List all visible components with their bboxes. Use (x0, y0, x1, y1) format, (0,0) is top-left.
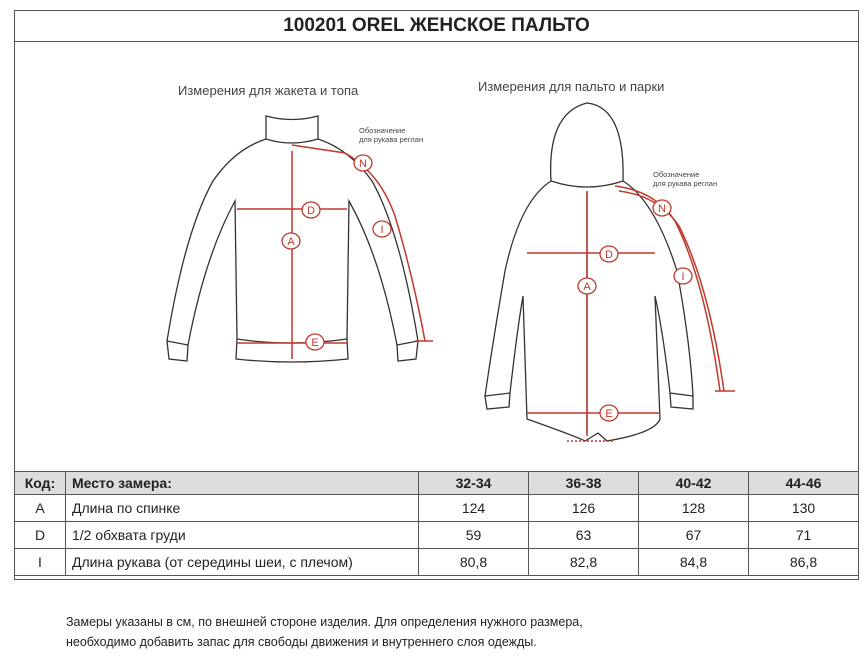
row-value: 80,8 (419, 549, 529, 576)
coat-raglan-note-line1: Обозначение (653, 170, 700, 179)
coat-label-a: A (583, 281, 591, 293)
row-value: 124 (419, 495, 529, 522)
row-value: 86,8 (749, 549, 859, 576)
coat-raglan-note-line2: для рукава реглан (653, 179, 718, 188)
jacket-label-i: I (380, 224, 384, 236)
row-value: 71 (749, 522, 859, 549)
row-code: A (15, 495, 66, 522)
row-code: D (15, 522, 66, 549)
coat-label-n: N (658, 203, 666, 215)
size-chart-frame (14, 10, 859, 580)
row-value: 82,8 (529, 549, 639, 576)
coat-outline (485, 103, 693, 441)
measurement-diagram (15, 41, 860, 471)
coat-label-d: D (605, 249, 613, 261)
row-code: I (15, 549, 66, 576)
jacket-label-a: A (287, 236, 295, 248)
size-table-header (15, 472, 859, 495)
header-place: Место замера: (66, 472, 419, 495)
table-row (15, 549, 859, 576)
right-diagram-caption: Измерения для пальто и парки (478, 79, 665, 94)
jacket-label-n: N (359, 158, 367, 170)
header-code: Код: (15, 472, 66, 495)
row-place: Длина по спинке (66, 495, 419, 522)
header-size-44-46: 44-46 (749, 472, 859, 495)
note-line-2: необходимо добавить запас для свободы движения и внутреннего слоя одежды. (66, 635, 537, 649)
row-place: 1/2 обхвата груди (66, 522, 419, 549)
row-value: 59 (419, 522, 529, 549)
garment-drawings (15, 41, 860, 471)
coat-label-i: I (681, 271, 685, 283)
row-value: 63 (529, 522, 639, 549)
measurement-note (66, 612, 583, 652)
row-value: 128 (639, 495, 749, 522)
jacket-raglan-note-line1: Обозначение (359, 126, 406, 135)
coat-label-e: E (605, 408, 613, 420)
row-value: 130 (749, 495, 859, 522)
size-table (14, 471, 859, 576)
jacket-measure-lines (237, 145, 433, 359)
chart-title: 100201 OREL ЖЕНСКОЕ ПАЛЬТО (15, 11, 858, 42)
header-size-32-34: 32-34 (419, 472, 529, 495)
row-value: 84,8 (639, 549, 749, 576)
note-line-1: Замеры указаны в см, по внешней стороне изделия. Для определения нужного размера, (66, 615, 583, 629)
row-place: Длина рукава (от середины шеи, с плечом) (66, 549, 419, 576)
jacket-raglan-note-line2: для рукава реглан (359, 135, 424, 144)
jacket-label-e: E (311, 337, 319, 349)
left-diagram-caption: Измерения для жакета и топа (178, 83, 359, 98)
jacket-label-d: D (307, 205, 315, 217)
coat-measure-lines (527, 186, 735, 441)
table-row (15, 495, 859, 522)
row-value: 126 (529, 495, 639, 522)
header-size-36-38: 36-38 (529, 472, 639, 495)
row-value: 67 (639, 522, 749, 549)
header-size-40-42: 40-42 (639, 472, 749, 495)
table-row (15, 522, 859, 549)
